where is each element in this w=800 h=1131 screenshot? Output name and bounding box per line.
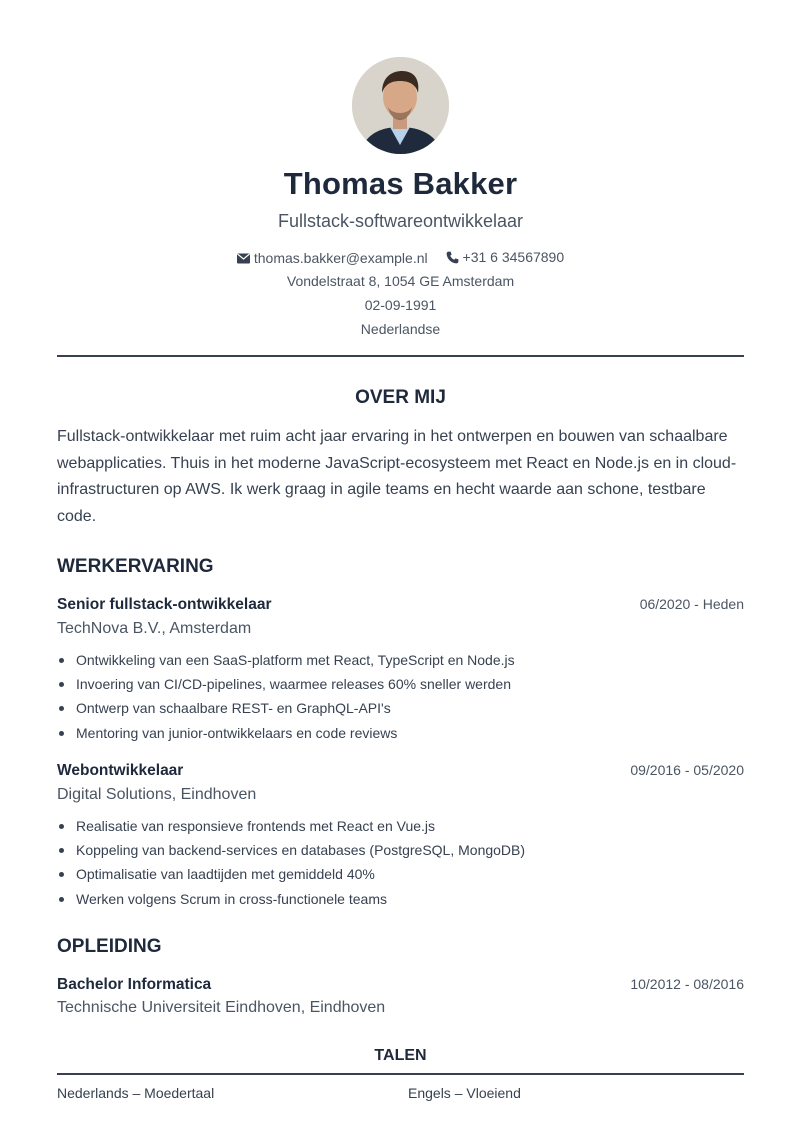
language-item: Nederlands – Moedertaal xyxy=(57,1085,215,1101)
job-bullets xyxy=(57,814,744,911)
phone-text: +31 6 34567890 xyxy=(462,249,565,265)
school-name: Technische Universiteit Eindhoven, Eindhoven xyxy=(57,999,386,1016)
list-item: Koppeling van backend-services en databases (PostgreSQL, MongoDB) xyxy=(57,838,744,862)
experience-heading: WERKERVARING xyxy=(57,556,214,577)
about-text: Fullstack-ontwikkelaar met ruim acht jaar ervaring in het ontwerpen en bouwen van schaalbare webapplicaties. Thuis in het moderne JavaScript-ecosysteem met React en Node.js en in cloud-infrastructuren op AWS. Ik werk graag in agile teams en hecht waarde aan schone, testbare code. xyxy=(57,428,737,525)
list-item: Ontwerp van schaalbare REST- en GraphQL-API's xyxy=(57,696,744,720)
job-company: Digital Solutions, Eindhoven xyxy=(57,786,257,803)
languages-divider xyxy=(57,1073,744,1075)
languages-heading: TALEN xyxy=(374,1047,427,1064)
job-title: Webontwikkelaar xyxy=(57,762,184,779)
list-item: Invoering van CI/CD-pipelines, waarmee releases 60% sneller werden xyxy=(57,672,744,696)
header-divider xyxy=(57,355,744,357)
person-portrait-icon xyxy=(352,57,449,154)
list-item: Werken volgens Scrum in cross-functionele teams xyxy=(57,887,744,911)
education-date: 10/2012 - 08/2016 xyxy=(630,976,744,992)
nationality: Nederlandse xyxy=(360,321,441,337)
avatar xyxy=(352,57,449,154)
list-item: Realisatie van responsieve frontends met React en Vue.js xyxy=(57,814,744,838)
list-item: Mentoring van junior-ontwikkelaars en code reviews xyxy=(57,721,744,745)
contact-row xyxy=(57,249,744,267)
candidate-title: Fullstack-softwareontwikkelaar xyxy=(277,211,524,231)
about-heading: OVER MIJ xyxy=(355,387,446,408)
email-text: thomas.bakker@example.nl xyxy=(253,250,428,266)
envelope-icon xyxy=(237,253,250,264)
language-item: Engels – Vloeiend xyxy=(408,1085,521,1101)
email-item[interactable] xyxy=(237,250,428,266)
phone-item[interactable] xyxy=(446,249,565,265)
candidate-name: Thomas Bakker xyxy=(283,166,518,201)
job-company: TechNova B.V., Amsterdam xyxy=(57,620,252,637)
job-date: 09/2016 - 05/2020 xyxy=(630,762,744,778)
degree-title: Bachelor Informatica xyxy=(57,976,212,993)
phone-icon xyxy=(446,251,459,264)
job-bullets xyxy=(57,648,744,745)
birthdate: 02-09-1991 xyxy=(364,297,437,313)
job-title: Senior fullstack-ontwikkelaar xyxy=(57,596,272,613)
job-date: 06/2020 - Heden xyxy=(639,596,744,612)
address: Vondelstraat 8, 1054 GE Amsterdam xyxy=(286,273,515,289)
list-item: Ontwikkeling van een SaaS-platform met React, TypeScript en Node.js xyxy=(57,648,744,672)
education-heading: OPLEIDING xyxy=(57,936,162,957)
list-item: Optimalisatie van laadtijden met gemiddeld 40% xyxy=(57,862,744,886)
